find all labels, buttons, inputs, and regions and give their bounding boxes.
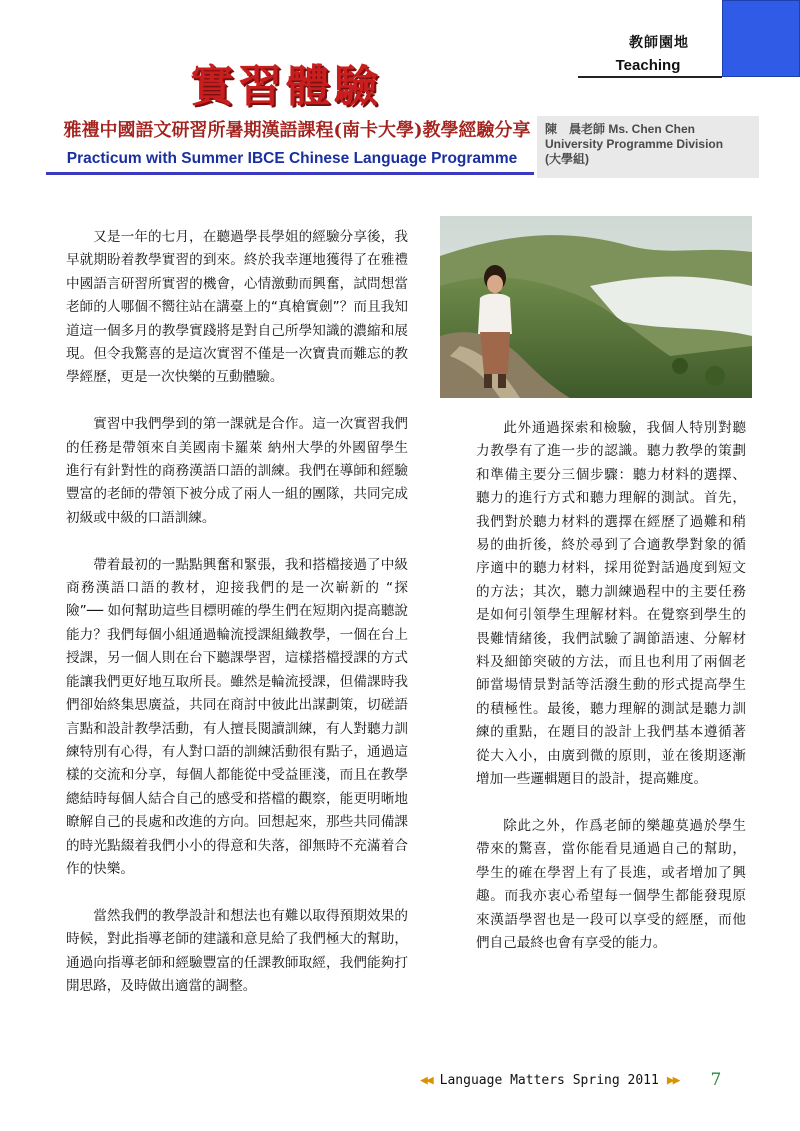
page-number: 7: [710, 1070, 722, 1090]
article-column-right: [476, 417, 746, 979]
article-column-left: [66, 226, 408, 1022]
section-label-zh: 教師園地: [629, 35, 689, 51]
paragraph: 實習中我們學到的第一課就是合作。這一次實習我們的任務是帶領來自美國南卡羅萊 納州大學的外國留學生進行有針對性的商務漢語口語的訓練。我們在導師和經驗豐富的老師的帶領下被分成了兩人一組的團隊，共同完成初級或中級的口語訓練。: [66, 416, 408, 526]
section-label-en: Teaching: [615, 57, 681, 74]
article-subtitle-en: Practicum with Summer IBCE Chinese Language Programme: [66, 150, 518, 167]
author-photo: [440, 216, 752, 398]
article-title: 實習體驗: [190, 61, 382, 112]
arrow-left-icon: ◀◀: [420, 1072, 432, 1088]
arrow-right-icon: ▶▶: [666, 1072, 679, 1088]
page-footer: [420, 1070, 740, 1090]
title-divider: [46, 172, 534, 175]
publication-name: Language Matters Spring 2011: [439, 1072, 659, 1088]
hillside-photo-illustration: [440, 216, 752, 398]
section-divider: [578, 76, 722, 78]
paragraph: 又是一年的七月，在聽過學長學姐的經驗分享後，我早就期盼着教學實習的到來。終於我幸運地獲得了在雅禮中國語言研習所實習的機會，心情激動而興奮，試問想當老師的人哪個不嚮往站在講臺上的“真槍實劍”？而且我知道這一個多月的教學實踐將是對自己所學知識的濃縮和展現。但令我驚喜的是這次實習不僅是一次寶貴而難忘的教學經歷，更是一次快樂的互動體驗。: [66, 229, 408, 386]
author-name: 陳 晨老師 Ms. Chen Chen: [545, 122, 696, 136]
paragraph: 此外通過探索和檢驗，我個人特別對聽力教學有了進一步的認識。聽力教學的策劃和準備主要分三個步驟：聽力材料的選擇、聽力的進行方式和聽力理解的測試。首先，我們對於聽力材料的選擇在經歷了過難和稍易的曲折後，終於尋到了合適教學對象的循序適中的聽力材料，採用從對話過度到短文的方法；其次，聽力訓練過程中的主要任務是如何引領學生理解材料。在覺察到學生的畏難情緒後，我們試驗了調節語速、分解材料及細節突破的方法，而且也利用了兩個老師當場情景對話等活潑生動的形式提高學生的積極性。最後，聽力理解的測試是聽力訓練的重點，在題目的設計上我們基本遵循著從大入小，由廣到微的原則，並在後期逐漸增加一些邏輯題目的設計，提高難度。: [476, 420, 746, 788]
article-subtitle-zh: 雅禮中國語文研習所暑期漢語課程(南卡大學)教學經驗分享: [63, 120, 531, 141]
paragraph: 除此之外，作爲老師的樂趣莫過於學生帶來的驚喜，當你能看見通過自己的幫助，學生的確在學習上有了長進，或者增加了興趣。而我亦衷心希望每一個學生都能發現原來漢語學習也是一段可以享受的經歷，而他們自己最終也會有享受的能力。: [476, 817, 746, 951]
paragraph: 當然我們的教學設計和想法也有難以取得預期效果的時候，對此指導老師的建議和意見給了我們極大的幫助，通過向指導老師和經驗豐富的任課教師取經，我們能夠打開思路，及時做出適當的調整。: [66, 907, 408, 994]
section-color-block: [722, 0, 800, 77]
author-division-zh: (大學組): [545, 152, 589, 166]
author-box: [537, 116, 759, 178]
paragraph: 帶着最初的一點點興奮和緊張，我和搭檔接過了中級商務漢語口語的教材，迎接我們的是一次嶄新的 “探險”── 如何幫助這些目標明確的學生們在短期內提高聽說能力？我們每個小組通過輪流授課組織教學，一個在台上授課，另一個人則在台下聽課學習，這樣搭檔授課的方式能讓我們更好地互取所長。雖然是輪流授課，但備課時我們卻始終集思廣益，共同在商討中彼此出謀劃策，切磋語言點和設計教學活動，有人擅長閱讀訓練，有人對聽力訓練特別有心得，有人對口語的訓練活動很有點子，通過這樣的交流和分享，每個人都能從中受益匪淺，而且在教學總結時每個人結合自己的感受和搭檔的觀察，能更明晰地瞭解自己的長處和改進的方向。回想起來，那些共同備課的時光點綴着我們小小的得意和失落，卻無時不充滿着合作的快樂。: [66, 556, 408, 877]
author-division-en: University Programme Division: [545, 137, 724, 151]
